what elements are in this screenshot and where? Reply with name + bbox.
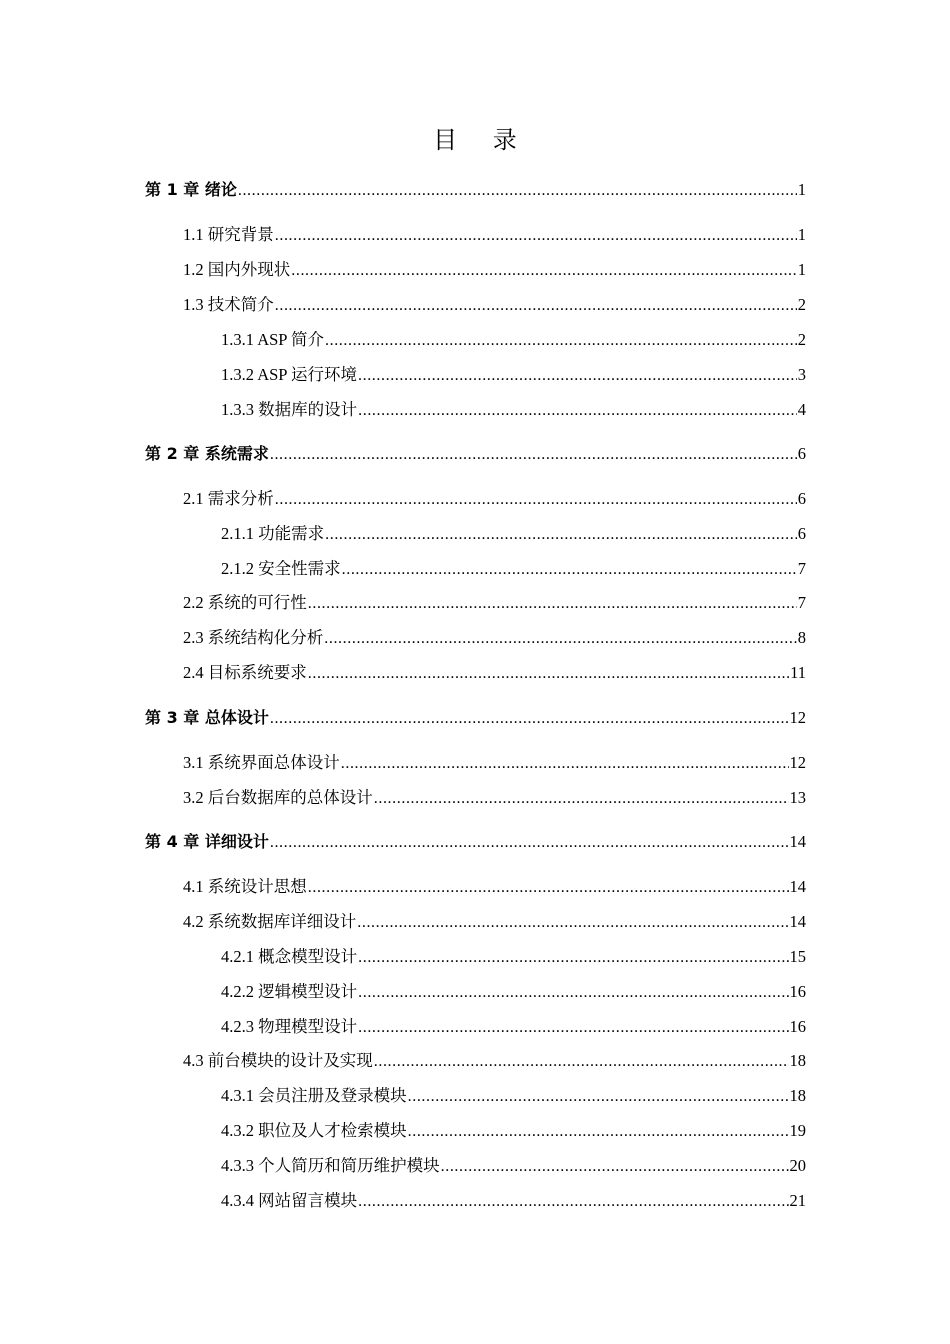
toc-entry-page-number: 1 (797, 225, 806, 244)
toc-entry-label: 1.3 技术简介 (183, 295, 274, 314)
toc-entry[interactable] (145, 441, 806, 467)
toc-dot-leader (358, 980, 788, 1006)
toc-entry-page-number: 14 (789, 877, 806, 896)
toc-entry-page-number: 11 (790, 663, 806, 682)
toc-dot-leader (308, 661, 789, 687)
toc-entry-page-number: 13 (789, 788, 806, 807)
toc-entry-page-number: 7 (797, 593, 806, 612)
toc-dot-leader (325, 328, 797, 354)
toc-entry[interactable] (183, 625, 806, 651)
toc-dot-leader (270, 830, 789, 856)
toc-entry-page-number: 4 (797, 400, 806, 419)
toc-entry-label: 2.1.2 安全性需求 (221, 559, 341, 578)
toc-dot-leader (308, 875, 789, 901)
toc-entry-page-number: 6 (797, 489, 806, 508)
toc-entry-label: 1.3.3 数据库的设计 (221, 400, 358, 419)
toc-entry-label: 第 2 章 系统需求 (145, 444, 269, 463)
toc-entry[interactable] (145, 829, 806, 855)
toc-entry[interactable] (221, 1014, 806, 1040)
toc-dot-leader (342, 557, 797, 583)
toc-dot-leader (275, 223, 797, 249)
toc-entry-label: 第 3 章 总体设计 (145, 708, 269, 727)
toc-entry-page-number: 6 (797, 444, 806, 463)
toc-entry-label: 1.3.2 ASP 运行环境 (221, 365, 357, 384)
toc-dot-leader (238, 178, 797, 204)
toc-entry-label: 4.2 系统数据库详细设计 (183, 912, 357, 931)
toc-entry-page-number: 21 (789, 1191, 806, 1210)
toc-entry-page-number: 20 (789, 1156, 806, 1175)
toc-entry[interactable] (221, 944, 806, 970)
toc-dot-leader (275, 487, 797, 513)
toc-dot-leader (374, 786, 789, 812)
toc-entry[interactable] (221, 979, 806, 1005)
toc-dot-leader (441, 1154, 789, 1180)
toc-entry-page-number: 12 (789, 753, 806, 772)
toc-entry[interactable] (221, 521, 806, 547)
toc-entry-label: 2.1.1 功能需求 (221, 524, 325, 543)
toc-entry-label: 4.2.1 概念模型设计 (221, 947, 358, 966)
toc-entry-label: 2.1 需求分析 (183, 489, 274, 508)
toc-entry[interactable] (145, 177, 806, 203)
toc-dot-leader (275, 293, 797, 319)
toc-entry-page-number: 16 (789, 982, 806, 1001)
toc-entry-page-number: 8 (797, 628, 806, 647)
toc-entry[interactable] (183, 750, 806, 776)
toc-entry-page-number: 14 (789, 912, 806, 931)
toc-entry[interactable] (221, 1153, 806, 1179)
toc-entry-label: 4.3.1 会员注册及登录模块 (221, 1086, 407, 1105)
toc-entry-label: 第 1 章 绪论 (145, 180, 237, 199)
toc-entry-label: 4.3 前台模块的设计及实现 (183, 1051, 373, 1070)
toc-entry-label: 2.2 系统的可行性 (183, 593, 307, 612)
toc-entry[interactable] (221, 397, 806, 423)
toc-entry-page-number: 2 (797, 330, 806, 349)
toc-dot-leader (324, 626, 797, 652)
toc-entry-label: 3.2 后台数据库的总体设计 (183, 788, 373, 807)
toc-entry-page-number: 6 (797, 524, 806, 543)
toc-entry-page-number: 18 (789, 1086, 806, 1105)
toc-entry[interactable] (183, 486, 806, 512)
toc-dot-leader (357, 910, 788, 936)
toc-entry[interactable] (221, 327, 806, 353)
toc-entry[interactable] (221, 1083, 806, 1109)
toc-entry[interactable] (183, 785, 806, 811)
toc-entry-label: 1.2 国内外现状 (183, 260, 291, 279)
toc-dot-leader (408, 1084, 789, 1110)
toc-dot-leader (358, 363, 797, 389)
toc-entry-page-number: 12 (789, 708, 806, 727)
toc-entry-label: 第 4 章 详细设计 (145, 832, 269, 851)
toc-entry[interactable] (221, 556, 806, 582)
toc-entry[interactable] (183, 222, 806, 248)
toc-title: 目 录 (433, 126, 531, 154)
toc-entry[interactable] (183, 874, 806, 900)
toc-dot-leader (270, 442, 797, 468)
toc-dot-leader (358, 1015, 788, 1041)
toc-dot-leader (408, 1119, 789, 1145)
toc-entry-label: 4.3.2 职位及人才检索模块 (221, 1121, 407, 1140)
toc-dot-leader (358, 1189, 788, 1215)
toc-dot-leader (358, 945, 788, 971)
toc-entry-label: 2.4 目标系统要求 (183, 663, 307, 682)
toc-entry-page-number: 3 (797, 365, 806, 384)
toc-entry[interactable] (183, 590, 806, 616)
toc-entry-label: 4.3.3 个人简历和简历维护模块 (221, 1156, 440, 1175)
toc-entry[interactable] (183, 292, 806, 318)
toc-entry-label: 4.2.2 逻辑模型设计 (221, 982, 358, 1001)
toc-entry[interactable] (221, 1188, 806, 1214)
toc-entry-label: 2.3 系统结构化分析 (183, 628, 324, 647)
toc-entry[interactable] (145, 705, 806, 731)
toc-dot-leader (270, 706, 789, 732)
toc-dot-leader (325, 522, 797, 548)
toc-entry-page-number: 1 (797, 260, 806, 279)
toc-entry[interactable] (183, 660, 806, 686)
toc-entry-page-number: 19 (789, 1121, 806, 1140)
toc-entry-label: 1.1 研究背景 (183, 225, 274, 244)
toc-entry-page-number: 15 (789, 947, 806, 966)
toc-entry-page-number: 7 (797, 559, 806, 578)
toc-entry-label: 4.2.3 物理模型设计 (221, 1017, 358, 1036)
toc-entry-label: 1.3.1 ASP 简介 (221, 330, 324, 349)
toc-dot-leader (308, 591, 797, 617)
toc-entry[interactable] (221, 362, 806, 388)
toc-entry[interactable] (183, 1048, 806, 1074)
toc-entry-page-number: 14 (789, 832, 806, 851)
toc-entry-page-number: 2 (797, 295, 806, 314)
toc-entry-page-number: 1 (797, 180, 806, 199)
toc-entry-label: 3.1 系统界面总体设计 (183, 753, 340, 772)
toc-dot-leader (291, 258, 797, 284)
toc-entry[interactable] (183, 257, 806, 283)
toc-dot-leader (341, 751, 789, 777)
toc-entry-page-number: 18 (789, 1051, 806, 1070)
toc-entry-page-number: 16 (789, 1017, 806, 1036)
toc-entry[interactable] (221, 1118, 806, 1144)
toc-dot-leader (374, 1049, 789, 1075)
toc-entry-label: 4.1 系统设计思想 (183, 877, 307, 896)
toc-entry[interactable] (183, 909, 806, 935)
toc-dot-leader (358, 398, 797, 424)
toc-entry-label: 4.3.4 网站留言模块 (221, 1191, 358, 1210)
